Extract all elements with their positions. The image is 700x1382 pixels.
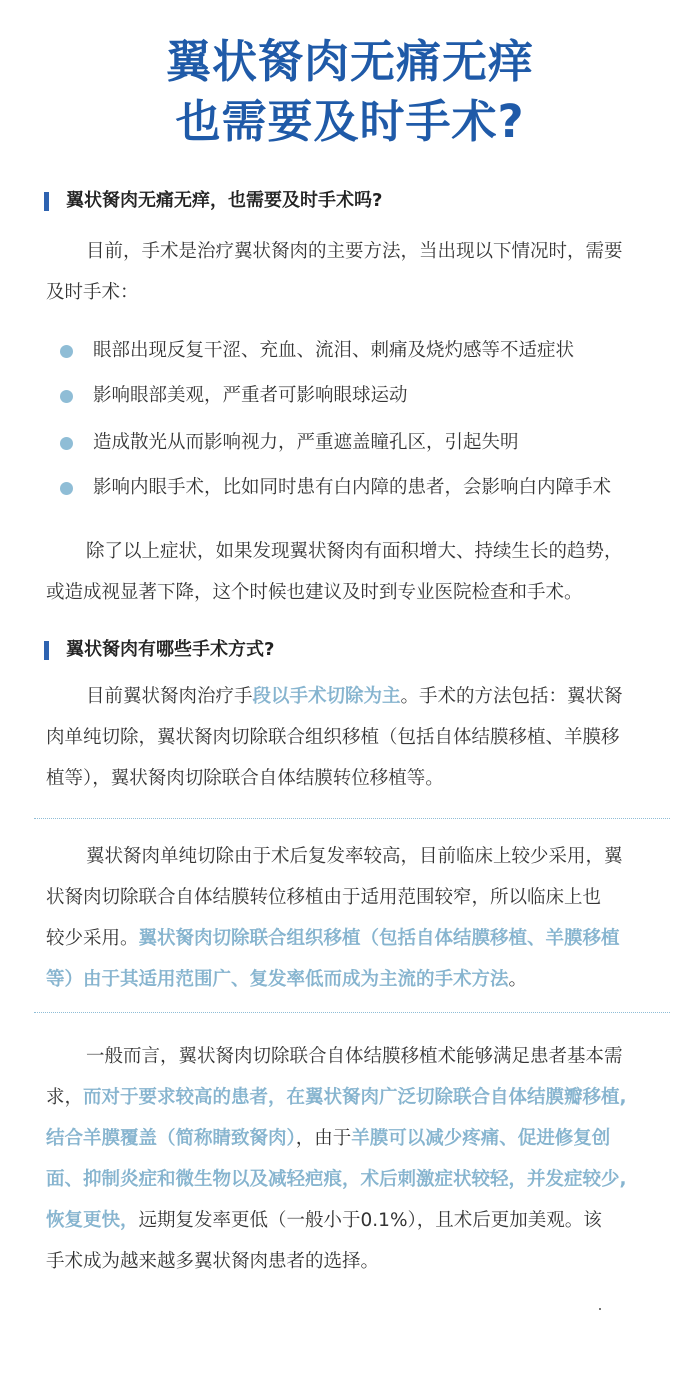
text-span: ，由于: [295, 1128, 352, 1149]
page-title-line1: 翼状胬肉无痛无痒: [165, 35, 534, 88]
list-item: [60, 384, 408, 408]
methods-paragraph: [46, 676, 658, 799]
text-span: 目前翼状胬肉治疗手: [86, 686, 253, 707]
text-line: 植等），翼状胬肉切除联合自体结膜转位移植等。: [46, 768, 444, 789]
text-line: 肉单纯切除，翼状胬肉切除联合组织移植（包括自体结膜移植、羊膜移: [46, 727, 620, 748]
after-symptoms-paragraph: [46, 531, 658, 613]
list-item: [60, 431, 519, 455]
conclusion-paragraph: [46, 1036, 658, 1282]
section-heading-2: [44, 638, 274, 662]
section-heading-text: 翼状胬肉无痛无痒，也需要及时手术吗?: [66, 190, 383, 211]
text-line: 目前，手术是治疗翼状胬肉的主要方法，当出现以下情况时，需要: [86, 241, 623, 262]
highlight-text: 面、抑制炎症和微生物以及减轻疤痕，术后刺激症状较轻，并发症较少,: [46, 1169, 627, 1190]
intro-paragraph: [46, 231, 658, 313]
text-line: 手术成为越来越多翼状胬肉患者的选择。: [46, 1251, 380, 1272]
dotted-divider: [34, 1012, 670, 1013]
section-heading-1: [44, 189, 382, 213]
page-title: [0, 32, 700, 152]
text-line: 状胬肉切除联合自体结膜转位移植由于适用范围较窄，所以临床上也: [46, 887, 602, 908]
text-line: 一般而言，翼状胬肉切除联合自体结膜移植术能够满足患者基本需: [86, 1046, 623, 1067]
section-heading-text: 翼状胬肉有哪些手术方式?: [66, 639, 275, 660]
list-item-text: 影响眼部美观，严重者可影响眼球运动: [93, 385, 408, 406]
dotted-divider: [34, 818, 670, 819]
text-line: 翼状胬肉单纯切除由于术后复发率较高，目前临床上较少采用，翼: [86, 846, 623, 867]
bullet-icon: [60, 390, 73, 403]
bullet-icon: [60, 437, 73, 450]
list-item-text: 影响内眼手术，比如同时患有白内障的患者，会影响白内障手术: [93, 477, 612, 498]
text-line: 及时手术：: [46, 282, 139, 303]
text-line: 或造成视显著下降，这个时候也建议及时到专业医院检查和手术。: [46, 582, 583, 603]
section-marker: [44, 641, 49, 660]
list-item-text: 眼部出现反复干涩、充血、流泪、刺痛及烧灼感等不适症状: [93, 340, 575, 361]
text-line: 除了以上症状，如果发现翼状胬肉有面积增大、持续生长的趋势，: [86, 541, 623, 562]
comparison-paragraph: [46, 836, 658, 1000]
stray-dot: [599, 1308, 601, 1310]
highlight-text: 而对于要求较高的患者，在翼状胬肉广泛切除联合自体结膜瓣移植,: [83, 1087, 627, 1108]
page-title-line2: 也需要及时手术?: [175, 95, 525, 148]
text-span: 。: [508, 969, 528, 990]
section-marker: [44, 192, 49, 211]
highlight-text: 等）由于其适用范围广、复发率低而成为主流的手术方法: [46, 969, 509, 990]
list-item-text: 造成散光从而影响视力，严重遮盖瞳孔区，引起失明: [93, 432, 519, 453]
bullet-icon: [60, 482, 73, 495]
text-span: 求，: [46, 1087, 84, 1108]
list-item: [60, 476, 611, 500]
highlight-text: 段以手术切除为主: [252, 686, 401, 707]
bullet-icon: [60, 345, 73, 358]
text-span: 较少采用。: [46, 928, 139, 949]
text-span: 远期复发率更低（一般小于0.1%），且术后更加美观。该: [138, 1210, 602, 1231]
highlight-text: 羊膜可以减少疼痛、促进修复创: [351, 1128, 611, 1149]
highlight-text: 恢复更快，: [46, 1210, 139, 1231]
text-span: 。手术的方法包括：翼状胬: [400, 686, 623, 707]
highlight-text: 结合羊膜覆盖（简称睛致胬肉）: [46, 1128, 296, 1149]
list-item: [60, 339, 574, 363]
highlight-text: 翼状胬肉切除联合组织移植（包括自体结膜移植、羊膜移植: [138, 928, 620, 949]
